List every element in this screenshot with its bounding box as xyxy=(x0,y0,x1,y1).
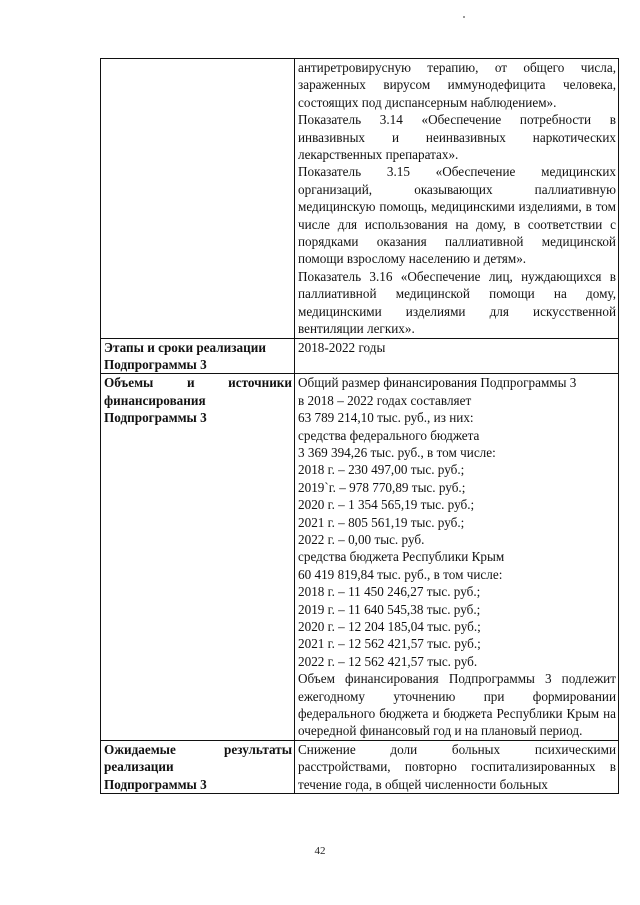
funding-value-cell xyxy=(295,374,619,741)
stages-label-cell xyxy=(101,338,295,374)
funding-label-line: Объемы и источники xyxy=(104,375,292,391)
indicator-paragraph: антиретровирусную терапию, от общего числа, зараженных вирусом иммунодефицита человека, состоящих под диспансерным наблюдением». xyxy=(298,60,616,110)
results-value: Снижение доли больных психическими расстройствами, повторно госпитализированных в течение года, в общей численности больных xyxy=(298,741,616,792)
funding-line: Общий размер финансирования Подпрограммы 3 xyxy=(298,375,577,391)
table-row-funding xyxy=(101,374,619,741)
indicator-paragraph: Показатель 3.14 «Обеспечение потребности в инвазивных и неинвазивных наркотических лекарственных препаратах». xyxy=(298,112,616,163)
subprogram-passport-table xyxy=(100,58,619,794)
indicator-paragraph: Показатель 3.15 «Обеспечение медицинских организаций, оказывающих паллиативную медицинскую помощь, медицинскими изделиями, в том числе для использования на дому, в соответствии с порядками оказания паллиативной медицинской помощи взрослому населению и детям». xyxy=(298,164,616,267)
indicators-value-cell xyxy=(295,59,619,339)
stages-label-line: Этапы и сроки реализации xyxy=(104,339,266,355)
funding-label-line: Подпрограммы 3 xyxy=(104,410,207,426)
page-number: 42 xyxy=(314,845,326,857)
funding-line: 3 369 394,26 тыс. руб., в том числе: xyxy=(298,444,496,460)
scan-speck xyxy=(463,16,465,18)
funding-label-line: финансирования xyxy=(104,392,206,408)
indicator-paragraph: Показатель 3.16 «Обеспечение лиц, нуждающихся в паллиативной медицинской помощи на дому, медицинскими изделиями для искусственной вентиляции легких». xyxy=(298,268,616,337)
funding-line: 60 419 819,84 тыс. руб., в том числе: xyxy=(298,566,503,582)
table-row-results xyxy=(101,740,619,793)
funding-line: 2022 г. – 12 562 421,57 тыс. руб. xyxy=(298,653,478,669)
results-value-cell xyxy=(295,740,619,793)
results-label-line: Подпрограммы 3 xyxy=(104,776,207,792)
table-row-indicators xyxy=(101,59,619,339)
funding-line: 2020 г. – 1 354 565,19 тыс. руб.; xyxy=(298,497,475,513)
funding-line: средства бюджета Республики Крым xyxy=(298,549,505,565)
results-label-cell xyxy=(101,740,295,793)
results-label-line: реализации xyxy=(104,759,174,775)
funding-line: 2019`г. – 978 770,89 тыс. руб.; xyxy=(298,479,466,495)
indicators-label-cell xyxy=(101,59,295,339)
funding-line: 2021 г. – 12 562 421,57 тыс. руб.; xyxy=(298,636,481,652)
funding-line: средства федерального бюджета xyxy=(298,427,480,443)
funding-line: 2019 г. – 11 640 545,38 тыс. руб.; xyxy=(298,601,481,617)
funding-line: 2018 г. – 11 450 246,27 тыс. руб.; xyxy=(298,584,481,600)
funding-label-cell xyxy=(101,374,295,741)
stages-label-line: Подпрограммы 3 xyxy=(104,356,207,372)
funding-line: 2022 г. – 0,00 тыс. руб. xyxy=(298,531,425,547)
stages-value: 2018-2022 годы xyxy=(298,339,386,355)
table-row-stages xyxy=(101,338,619,374)
results-label-line: Ожидаемые результаты xyxy=(104,741,292,757)
funding-line: в 2018 – 2022 годах составляет xyxy=(298,392,472,408)
stages-value-cell xyxy=(295,338,619,374)
funding-line: 2020 г. – 12 204 185,04 тыс. руб.; xyxy=(298,619,481,634)
funding-line: 63 789 214,10 тыс. руб., из них: xyxy=(298,410,474,426)
funding-line: 2018 г. – 230 497,00 тыс. руб.; xyxy=(298,462,465,478)
funding-line: 2021 г. – 805 561,19 тыс. руб.; xyxy=(298,514,465,530)
funding-note: Объем финансирования Подпрограммы 3 подлежит ежегодному уточнению при формировании федерального бюджета и бюджета Республики Крым на очередной финансовый год и на плановый период. xyxy=(298,671,616,739)
